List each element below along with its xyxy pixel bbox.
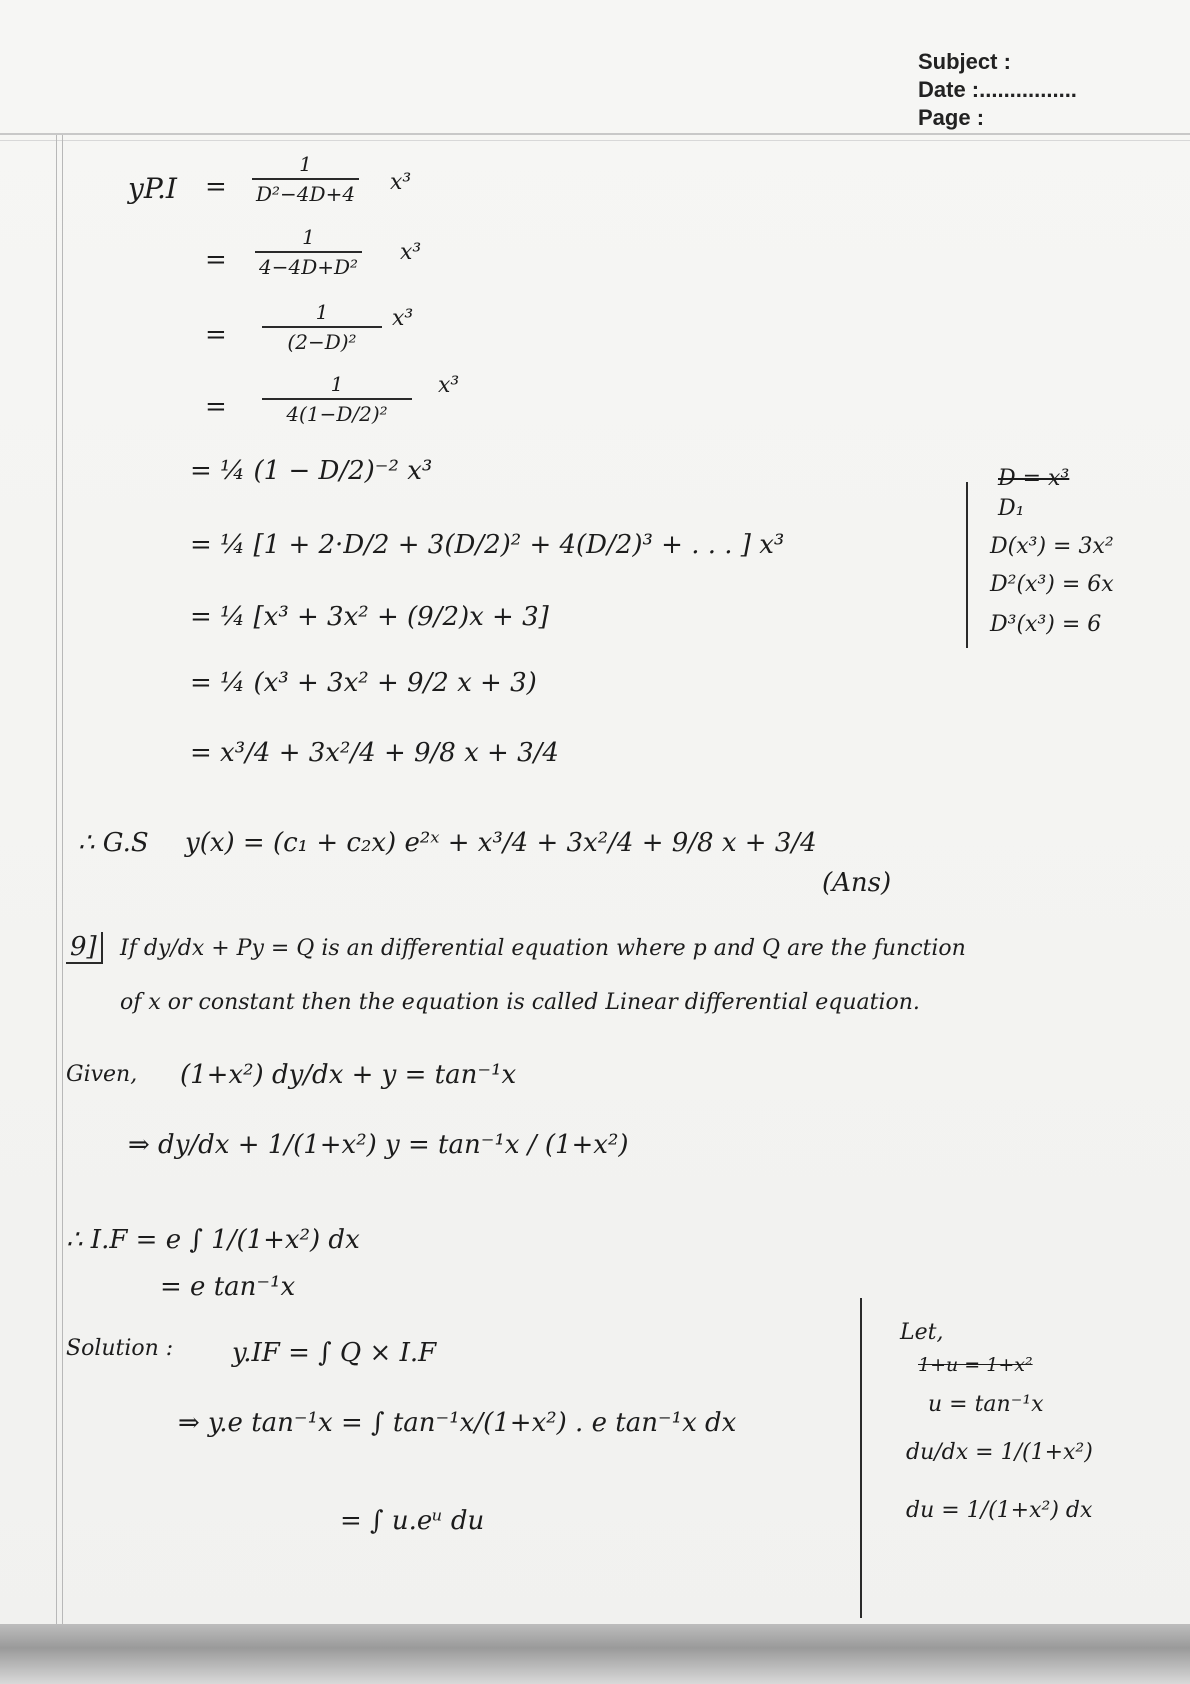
page-header <box>918 48 1077 132</box>
pi-step1-eq: = <box>205 172 227 202</box>
if-line2: = e tan⁻¹x <box>160 1272 296 1302</box>
pi-step2-tail: x³ <box>400 240 422 265</box>
side-note-2-line2: du/dx = 1/(1+x²) <box>906 1440 1093 1465</box>
side-note-divider <box>966 482 968 648</box>
pi-step4-eq: = <box>205 392 227 422</box>
pi-step2-num: 1 <box>302 225 315 249</box>
side-note-1-line3: D²(x³) = 6x <box>990 572 1114 597</box>
side-note-2-line3: du = 1/(1+x²) dx <box>906 1498 1093 1523</box>
pi-step4-den: 4(1−D/2)² <box>286 402 388 426</box>
pi-step7: = ¼ [x³ + 3x² + (9/2)x + 3] <box>190 602 549 632</box>
pi-step5: = ¼ (1 − D/2)⁻² x³ <box>190 456 433 486</box>
fraction-bar <box>262 326 382 328</box>
pi-step1-fraction <box>252 152 359 206</box>
pi-step1-num: 1 <box>299 152 312 176</box>
pi-step3-num: 1 <box>315 300 329 324</box>
side-note-1-line1: D₁ <box>998 496 1025 521</box>
gs-label: ∴ G.S <box>78 828 149 858</box>
q9-definition-line2: of x or constant then the equation is called Linear differential equation. <box>120 990 920 1015</box>
pi-step4-tail: x³ <box>438 373 460 398</box>
pi-step3-fraction <box>262 300 382 354</box>
side-note-2-label: Let, <box>900 1320 944 1345</box>
side-note-1-struck: D = x³ <box>998 466 1070 491</box>
pi-step1-tail: x³ <box>390 170 412 195</box>
side-note-1-line2: D(x³) = 3x² <box>990 534 1114 559</box>
header-rule-secondary <box>0 140 1190 141</box>
if-line1: ∴ I.F = e ∫ 1/(1+x²) dx <box>66 1225 360 1255</box>
solution-eq1: y.IF = ∫ Q × I.F <box>232 1338 437 1368</box>
question-number: 9] <box>66 932 103 964</box>
page-bottom-edge <box>0 1624 1190 1684</box>
solution-eq3: = ∫ u.eᵘ du <box>340 1506 485 1536</box>
pi-step1-den: D²−4D+4 <box>256 182 356 206</box>
header-rule <box>0 133 1190 135</box>
pi-step2-eq: = <box>205 245 227 275</box>
pi-step9: = x³/4 + 3x²/4 + 9/8 x + 3/4 <box>190 738 559 768</box>
margin-line-secondary <box>62 135 63 1665</box>
solution-eq2: ⇒ y.e tan⁻¹x = ∫ tan⁻¹x/(1+x²) . e tan⁻¹x dx <box>178 1408 737 1438</box>
date-label: Date :................ <box>918 77 1077 102</box>
pi-step3-eq: = <box>205 320 227 350</box>
fraction-bar <box>252 178 359 180</box>
pi-step2-den: 4−4D+D² <box>259 255 359 279</box>
fraction-bar <box>255 251 362 253</box>
pi-step3-tail: x³ <box>392 306 414 331</box>
pi-step3-den: (2−D)² <box>287 330 357 354</box>
fraction-bar <box>262 398 412 400</box>
pi-step8: = ¼ (x³ + 3x² + 9/2 x + 3) <box>190 668 537 698</box>
subject-label: Subject : <box>918 49 1011 74</box>
pi-step6: = ¼ [1 + 2·D/2 + 3(D/2)² + 4(D/2)³ + . . . ] x³ <box>190 530 785 560</box>
pi-step4-num: 1 <box>330 372 344 396</box>
side-note-1-line4: D³(x³) = 6 <box>990 612 1102 637</box>
pi-step2-fraction <box>255 225 362 279</box>
solution-label: Solution : <box>66 1336 174 1361</box>
gs-expression: y(x) = (c₁ + c₂x) e²ˣ + x³/4 + 3x²/4 + 9/8 x + 3/4 <box>185 828 817 858</box>
side-note-2-struck: 1+u = 1+x² <box>918 1354 1033 1376</box>
side-note-2-divider <box>860 1298 862 1618</box>
pi-lhs: yP.I <box>128 172 177 205</box>
gs-ans: (Ans) <box>822 868 892 898</box>
pi-step4-fraction <box>262 372 412 426</box>
given-label: Given, <box>66 1062 138 1087</box>
page-label: Page : <box>918 105 985 130</box>
margin-line <box>56 135 57 1665</box>
q9-definition-line1: If dy/dx + Py = Q is an differential equation where p and Q are the function <box>120 936 966 961</box>
given-eq2: ⇒ dy/dx + 1/(1+x²) y = tan⁻¹x / (1+x²) <box>128 1130 629 1160</box>
side-note-2-line1: u = tan⁻¹x <box>928 1392 1044 1417</box>
given-eq1: (1+x²) dy/dx + y = tan⁻¹x <box>180 1060 517 1090</box>
